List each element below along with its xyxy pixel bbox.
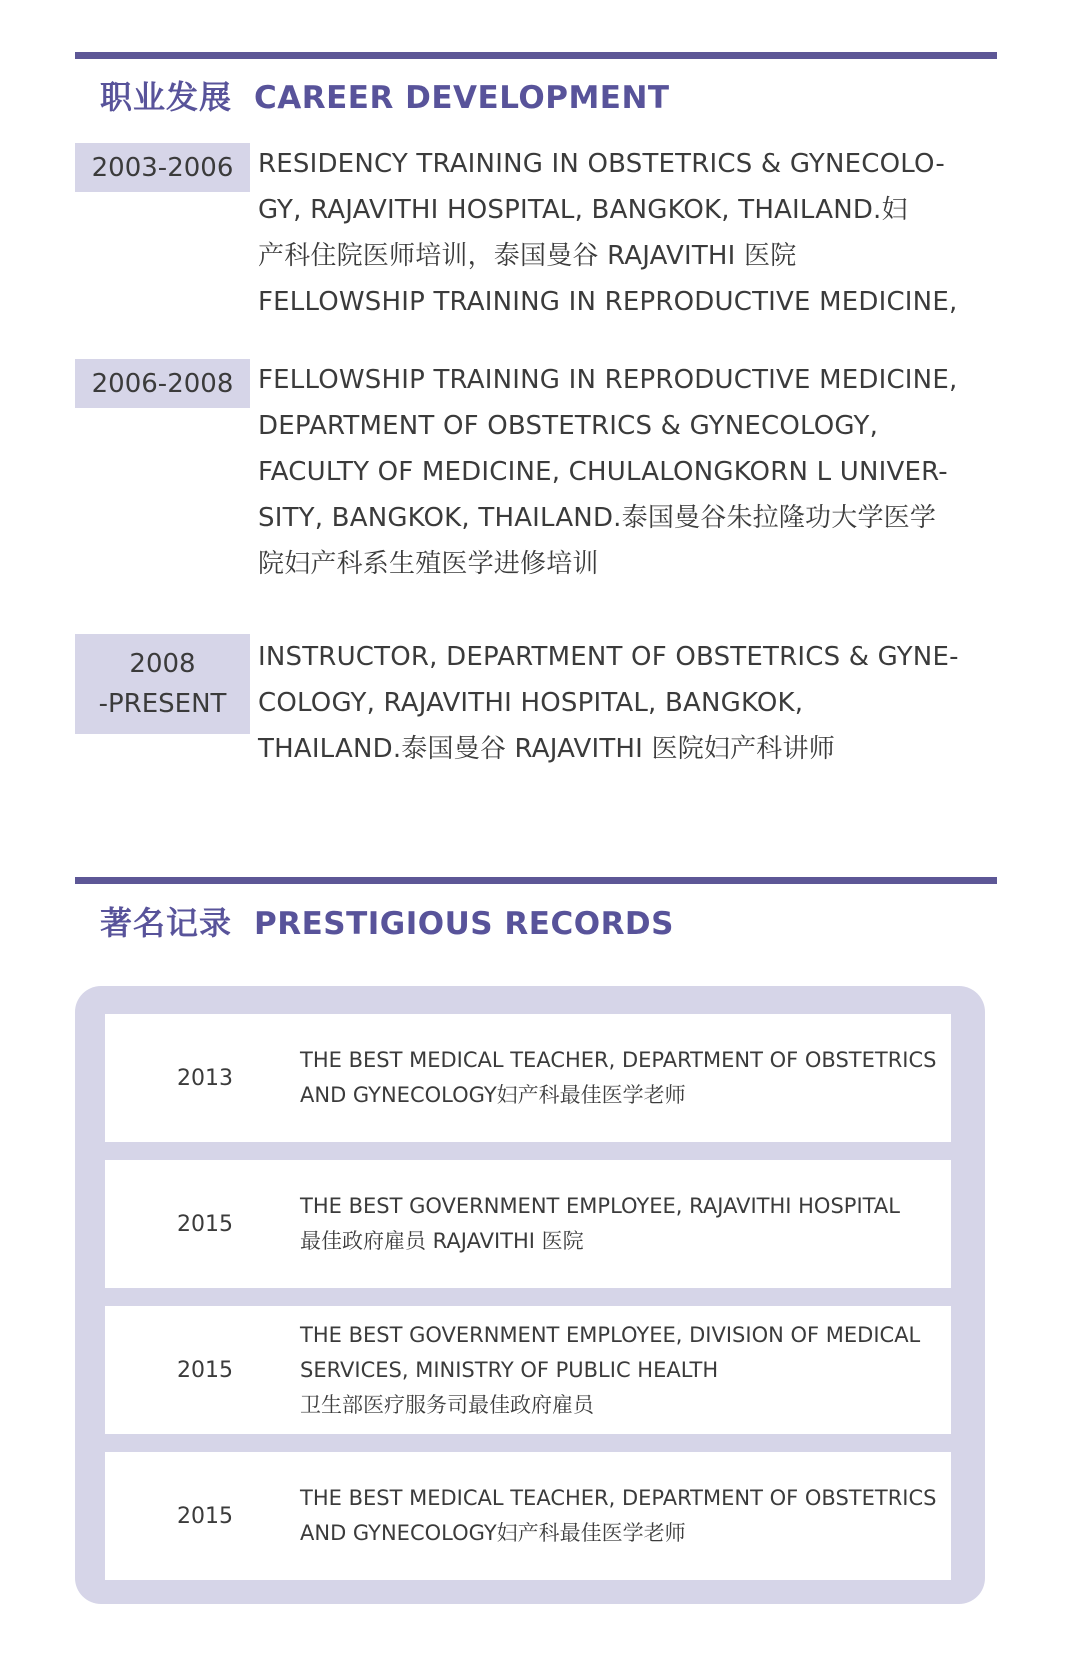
record-line: 最佳政府雇员 RAJAVITHI 医院 <box>300 1229 584 1253</box>
records-panel <box>75 986 985 1604</box>
career-description <box>258 634 978 772</box>
record-card <box>105 1014 951 1142</box>
career-section-divider <box>75 52 997 59</box>
career-line: INSTRUCTOR, DEPARTMENT OF OBSTETRICS & GYNE- <box>258 642 959 672</box>
records-section-divider <box>75 877 997 884</box>
career-line: 院妇产科系生殖医学进修培训 <box>258 549 599 579</box>
career-title-en: CAREER DEVELOPMENT <box>254 80 670 116</box>
career-line: RESIDENCY TRAINING IN OBSTETRICS & GYNECOLO- <box>258 149 946 179</box>
records-title-cn: 著名记录 <box>100 904 233 942</box>
career-year-line: 2003-2006 <box>91 152 234 183</box>
record-description <box>300 1452 940 1580</box>
record-description <box>300 1160 940 1288</box>
records-section-title <box>100 898 674 944</box>
record-line: 卫生部医疗服务司最佳政府雇员 <box>300 1392 594 1417</box>
record-line: AND GYNECOLOGY妇产科最佳医学老师 <box>300 1083 686 1107</box>
career-line: GY, RAJAVITHI HOSPITAL, BANGKOK, THAILAND.妇 <box>258 195 908 225</box>
record-card <box>105 1306 951 1434</box>
record-line: AND GYNECOLOGY妇产科最佳医学老师 <box>300 1521 686 1545</box>
career-line: FELLOWSHIP TRAINING IN REPRODUCTIVE MEDICINE, <box>258 365 958 395</box>
career-line: DEPARTMENT OF OBSTETRICS & GYNECOLOGY, <box>258 411 879 441</box>
record-card <box>105 1160 951 1288</box>
career-year-badge <box>75 143 250 192</box>
record-year: 2013 <box>177 1065 233 1091</box>
record-year: 2015 <box>177 1211 233 1237</box>
career-year-line: -PRESENT <box>98 689 227 719</box>
records-title-en: PRESTIGIOUS RECORDS <box>254 906 674 942</box>
record-year: 2015 <box>177 1357 233 1383</box>
record-description <box>300 1014 940 1142</box>
career-line: COLOGY, RAJAVITHI HOSPITAL, BANGKOK, <box>258 688 804 718</box>
record-line: THE BEST GOVERNMENT EMPLOYEE, DIVISION OF MEDICAL <box>300 1322 921 1347</box>
career-year-line: 2006-2008 <box>91 368 234 399</box>
record-line: SERVICES, MINISTRY OF PUBLIC HEALTH <box>300 1357 719 1382</box>
record-card <box>105 1452 951 1580</box>
record-line: THE BEST MEDICAL TEACHER, DEPARTMENT OF OBSTETRICS <box>300 1486 937 1510</box>
record-line: THE BEST MEDICAL TEACHER, DEPARTMENT OF OBSTETRICS <box>300 1048 937 1072</box>
career-year-line: 2008 <box>129 649 196 679</box>
record-description <box>300 1306 940 1434</box>
career-year-badge <box>75 634 250 734</box>
career-line: FELLOWSHIP TRAINING IN REPRODUCTIVE MEDICINE, <box>258 287 958 317</box>
career-section-title <box>100 72 670 118</box>
career-line: FACULTY OF MEDICINE, CHULALONGKORN L UNIVER- <box>258 457 948 487</box>
career-line: THAILAND.泰国曼谷 RAJAVITHI 医院妇产科讲师 <box>258 734 835 764</box>
career-title-cn: 职业发展 <box>100 78 233 116</box>
career-line: SITY, BANGKOK, THAILAND.泰国曼谷朱拉隆功大学医学 <box>258 503 937 533</box>
career-description <box>258 141 978 325</box>
career-year-badge <box>75 359 250 408</box>
record-year: 2015 <box>177 1503 233 1529</box>
record-line: THE BEST GOVERNMENT EMPLOYEE, RAJAVITHI HOSPITAL <box>300 1194 900 1218</box>
career-line: 产科住院医师培训，泰国曼谷 RAJAVITHI 医院 <box>258 241 797 271</box>
career-description <box>258 357 978 587</box>
